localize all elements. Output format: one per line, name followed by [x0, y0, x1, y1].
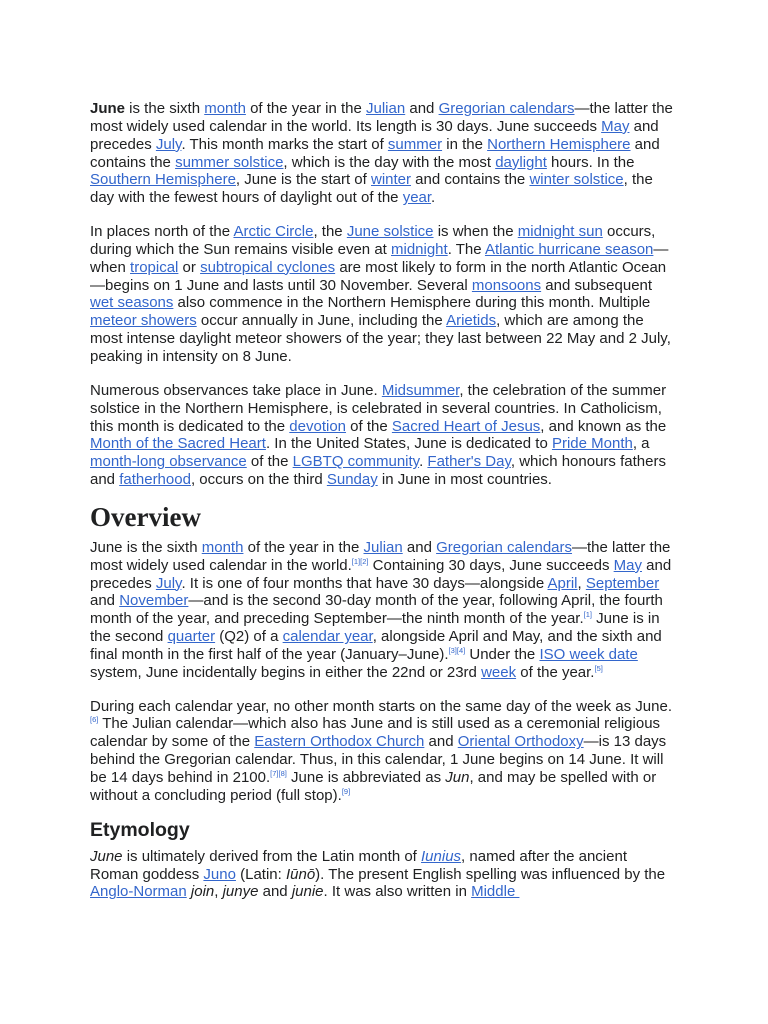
text-run: —the latter the most widely used calendar in the world. Its length is 30 days. June succeeds — [90, 100, 673, 135]
link-may[interactable]: May — [613, 556, 642, 574]
citation-ref-1[interactable]: [1] — [351, 556, 361, 566]
citation-ref-8[interactable]: [8] — [278, 769, 287, 778]
text-run: and — [405, 100, 439, 117]
italic-term: Jun — [445, 769, 470, 786]
text-run: , the celebration of the summer solstice in the Northern Hemisphere, is celebrated in several countries. In Catholicism, this month is dedicated to the — [90, 381, 667, 435]
italic-term: join — [190, 883, 215, 901]
text-run: —when — [90, 240, 669, 276]
text-run: , named after the ancient Roman goddess — [90, 847, 627, 883]
link-july[interactable]: July — [155, 574, 182, 592]
text-run: , a — [632, 435, 650, 453]
link-juno[interactable]: Juno — [203, 865, 236, 883]
link-june-solstice[interactable]: June solstice — [346, 223, 434, 241]
link-september[interactable]: September — [585, 574, 660, 592]
text-run: . This month marks the start of — [181, 135, 388, 153]
text-run: , — [214, 883, 223, 901]
text-run: (Latin: — [235, 865, 286, 883]
link-northern-hemisphere[interactable]: Northern Hemisphere — [487, 135, 631, 153]
link-midnight-sun[interactable]: midnight sun — [517, 223, 603, 241]
link-may[interactable]: May — [601, 117, 630, 135]
text-run: system, June incidentally begins in either the 22nd or 23rd — [90, 663, 482, 681]
text-run: Numerous observances take place in June. — [90, 381, 382, 399]
link-winter-solstice[interactable]: winter solstice — [529, 171, 624, 189]
text-run: occurs, during which the Sun remains visible even at — [90, 223, 656, 258]
link-lgbtq-community[interactable]: LGBTQ community — [292, 453, 420, 471]
link-april[interactable]: April — [547, 574, 578, 592]
link-arietids[interactable]: Arietids — [446, 312, 497, 330]
text-run: , — [577, 574, 586, 592]
link-november[interactable]: November — [119, 592, 189, 610]
text-run: , which honours fathers and — [90, 453, 666, 489]
link-pride-month[interactable]: Pride Month — [551, 435, 633, 453]
link-winter[interactable]: winter — [371, 171, 412, 189]
text-run: (Q2) of a — [215, 628, 283, 646]
text-run: Under the — [465, 645, 540, 663]
lead-paragraph-2 — [90, 223, 679, 366]
text-run: . It is one of four months that have 30 days—alongside — [181, 574, 548, 592]
link-wet-seasons[interactable]: wet seasons — [90, 294, 174, 312]
link-midsummer[interactable]: Midsummer — [381, 381, 460, 399]
overview-heading: Overview — [90, 501, 201, 532]
italic-term: Iūnō — [285, 865, 316, 883]
text-run: are most likely to form in the north Atlantic Ocean—begins on 1 June and lasts until 30 November. Several — [90, 258, 667, 294]
text-run: and precedes — [90, 117, 659, 153]
link-iunius[interactable]: Iunius — [421, 847, 462, 865]
link-month-of-the-sacred-heart[interactable]: Month of the Sacred Heart — [90, 435, 266, 453]
text-run: of the — [246, 453, 293, 471]
link-oriental-orthodoxy[interactable]: Oriental Orthodoxy — [457, 733, 584, 751]
link-julian[interactable]: Julian — [363, 538, 403, 556]
text-run: is the sixth — [125, 100, 205, 117]
text-run: in the — [442, 135, 488, 153]
lead-section — [90, 100, 679, 489]
lead-paragraph-3 — [90, 382, 679, 489]
text-run: During each calendar year, no other month starts on the same day of the week as June. — [90, 697, 673, 715]
citation-ref-3[interactable]: [3] — [448, 645, 457, 655]
bold-term: June — [90, 100, 126, 117]
link-summer[interactable]: summer — [387, 135, 443, 153]
italic-term: junye — [222, 883, 259, 901]
link-calendar-year[interactable]: calendar year — [282, 628, 373, 646]
link-month-long-observance[interactable]: month-long observance — [90, 453, 247, 471]
text-run: occur annually in June, including the — [196, 312, 447, 330]
link-daylight[interactable]: daylight — [495, 153, 547, 171]
link-eastern-orthodox-church[interactable]: Eastern Orthodox Church — [254, 733, 425, 751]
text-run: —is 13 days behind the Gregorian calendar. Thus, in this calendar, 1 June begins on 14 June. It will be 14 days behind in 2100. — [90, 733, 667, 786]
text-run: and contains the — [411, 171, 530, 189]
text-run: June is in the second — [90, 610, 660, 646]
text-run: of the — [346, 417, 392, 435]
link-month[interactable]: month — [204, 100, 246, 117]
text-run: and contains the — [90, 135, 660, 171]
link-southern-hemisphere[interactable]: Southern Hemisphere — [90, 171, 236, 189]
italic-term: junie — [291, 883, 324, 901]
italic-term: June — [90, 847, 123, 865]
text-run: . The — [447, 240, 485, 258]
text-run: —the latter the most widely used calendar in the world. — [90, 538, 671, 574]
link-month[interactable]: month — [201, 538, 244, 556]
link-middle[interactable]: Middle — [471, 883, 520, 901]
text-run: , which is the day with the most — [283, 153, 496, 171]
link-arctic-circle[interactable]: Arctic Circle — [233, 223, 314, 241]
text-run: , occurs on the third — [190, 471, 327, 489]
etymology-section — [90, 818, 679, 902]
text-run: , alongside April and May, and the sixth and final month in the first half of the year (January–June). — [90, 628, 662, 663]
link-tropical[interactable]: tropical — [130, 258, 179, 276]
link-atlantic-hurricane-season[interactable]: Atlantic hurricane season — [484, 240, 654, 258]
text-run: or — [178, 258, 201, 276]
text-run: , June is the start of — [235, 171, 371, 189]
text-run: The Julian calendar—which also has June and is still used as a ceremonial religious calendar by some of the — [90, 715, 661, 751]
citation-ref-9[interactable]: [9] — [341, 786, 351, 796]
link-gregorian-calendars[interactable]: Gregorian calendars — [436, 538, 573, 556]
link-gregorian-calendars[interactable]: Gregorian calendars — [438, 100, 575, 117]
link-week[interactable]: week — [481, 663, 517, 681]
text-run: , and known as the — [540, 417, 667, 435]
text-run: , the — [313, 223, 347, 241]
text-run: —and is the second 30-day month of the year, following April, the fourth month of the year, and preceding September—the ninth month of the year. — [90, 592, 663, 628]
text-run: of the year. — [516, 663, 595, 681]
text-run: , which are among the most intense daylight meteor showers of the year; they last between 22 May and 2 July, peaking in intensity on 8 June. — [90, 312, 671, 365]
link-sacred-heart-of-jesus[interactable]: Sacred Heart of Jesus — [391, 417, 541, 435]
text-run: Containing 30 days, June succeeds — [368, 556, 614, 574]
lead-paragraph-1 — [90, 100, 679, 207]
text-run: and subsequent — [541, 276, 653, 294]
link-iso-week-date[interactable]: ISO week date — [539, 645, 638, 663]
link-anglo-norman[interactable]: Anglo-Norman — [90, 883, 187, 901]
text-run: . — [419, 453, 428, 471]
text-run: and — [90, 592, 120, 610]
link-meteor-showers[interactable]: meteor showers — [90, 312, 197, 330]
overview-paragraph-1 — [90, 539, 679, 682]
link-sunday[interactable]: Sunday — [326, 471, 378, 489]
text-run: in June in most countries. — [377, 471, 552, 489]
text-run: , and may be spelled with or without a concluding period (full stop). — [90, 769, 657, 804]
link-quarter[interactable]: quarter — [167, 628, 216, 646]
text-run: is when the — [433, 223, 518, 241]
link-devotion[interactable]: devotion — [289, 417, 347, 435]
overview-paragraph-2 — [90, 698, 679, 805]
text-run: , the day with the fewest hours of daylight out of the — [90, 171, 653, 207]
citation-ref-7[interactable]: [7] — [270, 769, 279, 778]
text-run: and — [402, 538, 437, 556]
etymology-paragraph-1 — [90, 848, 679, 902]
text-run: June is abbreviated as — [286, 769, 446, 786]
link-july[interactable]: July — [155, 135, 182, 153]
link-monsoons[interactable]: monsoons — [471, 276, 542, 294]
citation-ref-1[interactable]: [1] — [583, 610, 592, 620]
link-midnight[interactable]: midnight — [391, 240, 448, 258]
text-run: ). The present English spelling was influenced by the — [315, 865, 666, 883]
text-run: and — [258, 883, 292, 901]
link-subtropical-cyclones[interactable]: subtropical cyclones — [200, 258, 336, 276]
citation-ref-2[interactable]: [2] — [360, 556, 369, 566]
text-run: June is the sixth — [90, 538, 202, 556]
article-body — [90, 100, 679, 901]
text-run: hours. In the — [546, 153, 635, 171]
link-fatherhood[interactable]: fatherhood — [119, 471, 191, 489]
text-run: also commence in the Northern Hemisphere during this month. Multiple — [173, 294, 651, 312]
text-run: and — [424, 733, 458, 751]
link-julian[interactable]: Julian — [366, 100, 406, 117]
text-run: In places north of the — [90, 223, 234, 241]
text-run: . — [431, 189, 436, 207]
text-run: . In the United States, June is dedicated to — [265, 435, 552, 453]
text-run: of the year in the — [245, 100, 366, 117]
text-run: . It was also written in — [323, 883, 472, 901]
citation-ref-6[interactable]: [6] — [90, 715, 99, 725]
link-summer-solstice[interactable]: summer solstice — [175, 153, 284, 171]
etymology-heading: Etymology — [90, 818, 190, 841]
citation-ref-4[interactable]: [4] — [456, 645, 466, 655]
link-father-s-day[interactable]: Father's Day — [427, 453, 511, 471]
text-run: is ultimately derived from the Latin month of — [122, 847, 422, 865]
text-run: and precedes — [90, 556, 672, 592]
citation-ref-5[interactable]: [5] — [594, 663, 603, 673]
text-run: of the year in the — [243, 538, 364, 556]
link-year[interactable]: year — [402, 189, 432, 207]
overview-section — [90, 501, 679, 805]
